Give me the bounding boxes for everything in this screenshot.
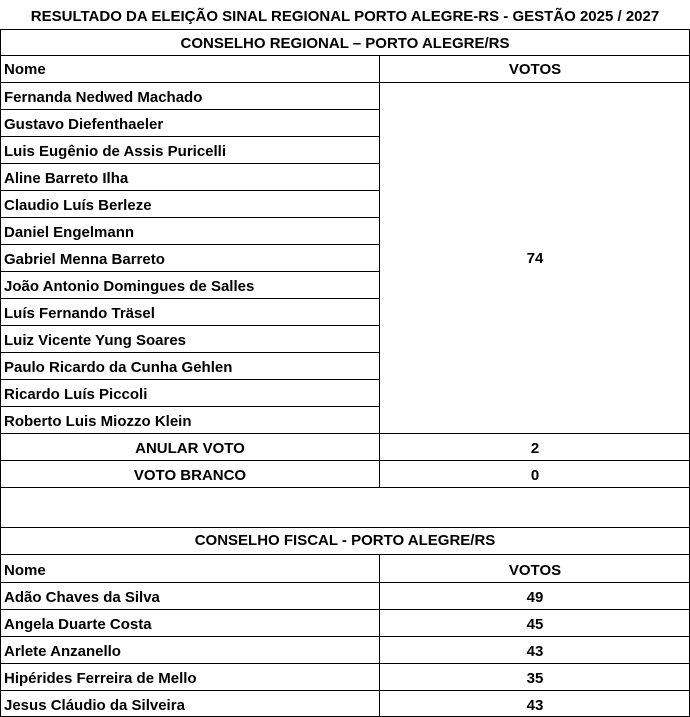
- annul-label: ANULAR VOTO: [135, 440, 245, 457]
- fiscal-votes: 45: [526, 616, 544, 633]
- candidate-name: Paulo Ricardo da Cunha Gehlen: [4, 359, 233, 376]
- grid-line: [0, 29, 1, 717]
- candidate-name: Gabriel Menna Barreto: [4, 251, 165, 268]
- candidate-name: Luís Fernando Träsel: [4, 305, 155, 322]
- fiscal-row: [0, 692, 690, 717]
- regional-header-row: [0, 57, 690, 82]
- grid-line: [0, 29, 690, 30]
- candidate-name: Claudio Luís Berleze: [4, 197, 152, 214]
- fiscal-name: Jesus Cláudio da Silveira: [4, 697, 185, 714]
- fiscal-row: [0, 611, 690, 638]
- annul-row: [0, 435, 690, 462]
- fiscal-heading-row: [0, 527, 690, 554]
- grid-line: [0, 298, 380, 299]
- blank-votes: 0: [530, 467, 540, 484]
- grid-line: [0, 82, 690, 83]
- fiscal-header-row: [0, 557, 690, 584]
- regional-col-name: Nome: [4, 61, 46, 78]
- candidate-name: Luiz Vicente Yung Soares: [4, 332, 187, 349]
- grid-line: [0, 663, 690, 664]
- grid-line: [0, 244, 380, 245]
- grid-line: [379, 55, 380, 488]
- candidate-name: Luis Eugênio de Assis Puricelli: [4, 143, 227, 160]
- fiscal-row: [0, 638, 690, 665]
- fiscal-heading: CONSELHO FISCAL - PORTO ALEGRE/RS: [194, 532, 496, 549]
- fiscal-name: Arlete Anzanello: [4, 643, 121, 660]
- fiscal-name: Angela Duarte Costa: [4, 616, 152, 633]
- fiscal-row: [0, 584, 690, 611]
- grid-line: [0, 217, 380, 218]
- grid-line: [0, 55, 690, 56]
- fiscal-name: Hipérides Ferreira de Mello: [4, 670, 197, 687]
- grid-line: [0, 379, 380, 380]
- candidate-name: Aline Barreto Ilha: [4, 170, 129, 187]
- fiscal-votes: 49: [526, 589, 544, 606]
- grid-line: [0, 163, 380, 164]
- grid-line: [0, 636, 690, 637]
- grid-line: [0, 352, 380, 353]
- annul-votes: 2: [530, 440, 540, 457]
- grid-line: [0, 554, 690, 555]
- blank-label: VOTO BRANCO: [133, 467, 247, 484]
- regional-heading: CONSELHO REGIONAL – PORTO ALEGRE/RS: [180, 34, 510, 52]
- grid-line: [0, 406, 380, 407]
- regional-heading-row: [0, 31, 690, 55]
- grid-line: [0, 433, 690, 434]
- title-row: [0, 3, 690, 30]
- fiscal-name: Adão Chaves da Silva: [4, 589, 160, 606]
- fiscal-row: [0, 665, 690, 692]
- fiscal-votes: 43: [526, 697, 544, 714]
- grid-line: [0, 460, 690, 461]
- grid-line: [0, 325, 380, 326]
- candidate-name: Daniel Engelmann: [4, 224, 135, 241]
- candidate-name: Ricardo Luís Piccoli: [4, 386, 148, 403]
- candidate-name: João Antonio Domingues de Salles: [4, 278, 255, 295]
- grid-line: [379, 554, 380, 717]
- grid-line: [0, 136, 380, 137]
- grid-line: [0, 690, 690, 691]
- grid-line: [0, 487, 690, 488]
- grid-line: [0, 582, 690, 583]
- candidate-name: Fernanda Nedwed Machado: [4, 89, 203, 106]
- regional-col-votes: VOTOS: [508, 61, 562, 78]
- blank-row: [0, 462, 690, 489]
- grid-line: [0, 527, 690, 528]
- fiscal-votes: 43: [526, 643, 544, 660]
- grid-line: [0, 190, 380, 191]
- grid-line: [0, 609, 690, 610]
- grid-line: [0, 271, 380, 272]
- page-title: RESULTADO DA ELEIÇÃO SINAL REGIONAL PORTO ALEGRE-RS - GESTÃO 2025 / 2027: [30, 8, 660, 25]
- fiscal-col-votes: VOTOS: [508, 562, 562, 579]
- regional-slate-votes: 74: [526, 249, 544, 267]
- fiscal-votes: 35: [526, 670, 544, 687]
- fiscal-col-name: Nome: [4, 562, 46, 579]
- candidate-name: Roberto Luis Miozzo Klein: [4, 413, 192, 430]
- grid-line: [0, 109, 380, 110]
- candidate-name: Gustavo Diefenthaeler: [4, 116, 164, 133]
